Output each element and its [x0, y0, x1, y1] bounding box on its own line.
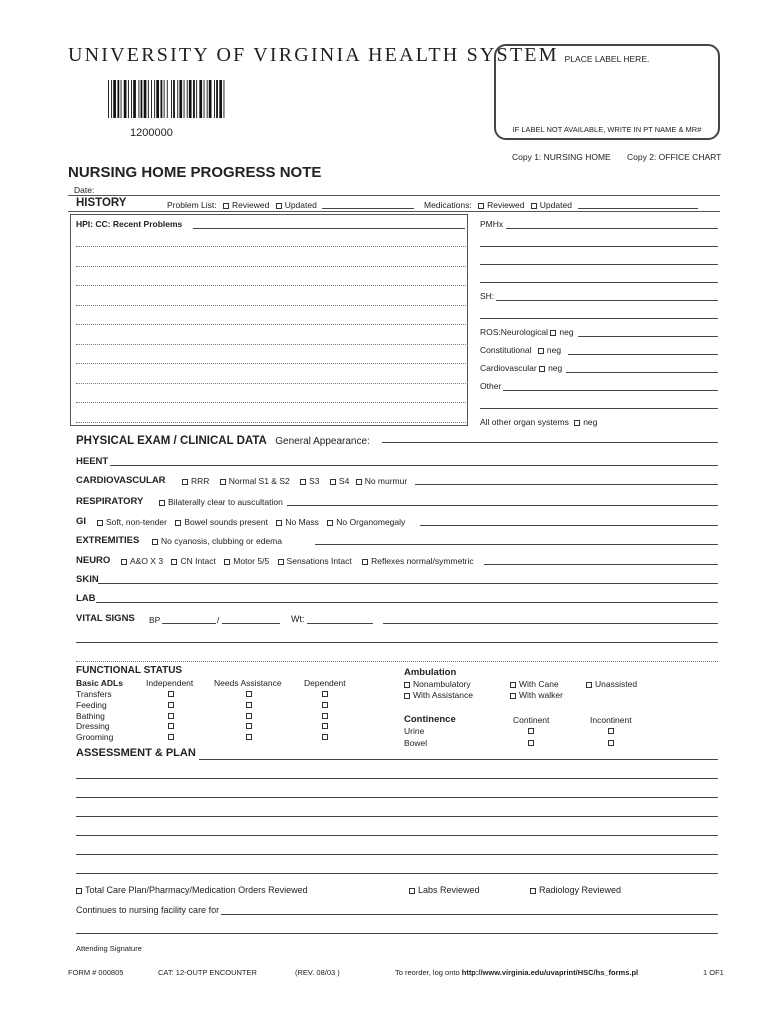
unassisted-checkbox[interactable]: [586, 682, 592, 688]
ao-checkbox[interactable]: [121, 559, 127, 565]
constitutional-row: [480, 345, 561, 355]
total-care-checkbox[interactable]: [76, 888, 82, 894]
adl-checkbox[interactable]: [168, 734, 174, 740]
general-appearance-label: General Appearance:: [275, 436, 370, 447]
s4-label: S4: [338, 476, 350, 486]
incontinent-col: Incontinent: [590, 715, 632, 725]
hpi-line[interactable]: [76, 266, 466, 267]
constitutional-label: Constitutional: [480, 345, 532, 355]
wt-label: Wt:: [291, 614, 305, 624]
assessment-line[interactable]: [76, 797, 718, 798]
col-independent: Independent: [146, 678, 194, 688]
bowel-continent-checkbox[interactable]: [528, 740, 534, 746]
skin-label: SKIN: [76, 574, 99, 585]
constitutional-line[interactable]: [568, 354, 718, 355]
adl-checkbox[interactable]: [246, 734, 252, 740]
assessment-plan-title: ASSESSMENT & PLAN: [76, 747, 196, 759]
constitutional-neg-label: neg: [546, 345, 562, 355]
hpi-line[interactable]: [76, 383, 466, 384]
ros-neuro-line[interactable]: [578, 336, 718, 337]
reflexes-label: Reflexes normal/symmetric: [371, 556, 474, 566]
bowel-sounds-label: Bowel sounds present: [184, 517, 268, 527]
constitutional-neg-checkbox[interactable]: [538, 348, 544, 354]
continent-col: Continent: [513, 715, 550, 725]
problem-list-line[interactable]: [322, 208, 414, 209]
no-mass-label: No Mass: [285, 517, 319, 527]
meds-updated-label: Updated: [539, 200, 572, 210]
reorder-text: [395, 968, 638, 977]
sensations-label: Sensations Intact: [286, 556, 352, 566]
hpi-line-0[interactable]: [193, 228, 465, 229]
sh-label: SH:: [480, 291, 495, 301]
other-line[interactable]: [503, 390, 718, 391]
no-cyanosis-checkbox[interactable]: [152, 539, 158, 545]
pmhx-line-2[interactable]: [480, 264, 718, 265]
barcode: [108, 80, 226, 118]
urine-continent-checkbox[interactable]: [528, 728, 534, 734]
adl-row-label: Bathing: [76, 710, 105, 721]
adl-checkbox[interactable]: [246, 702, 252, 708]
history-header-row: [68, 195, 720, 212]
radiology-reviewed-option: [530, 885, 621, 895]
sh-line-1[interactable]: [480, 318, 718, 319]
assessment-line-0[interactable]: [199, 759, 718, 760]
cardiovascular-neg-checkbox[interactable]: [539, 366, 545, 372]
all-other-row: [480, 417, 597, 427]
vitals-dotted-line: [76, 661, 718, 662]
sensations-checkbox[interactable]: [278, 559, 284, 565]
assessment-line[interactable]: [76, 854, 718, 855]
history-title: HISTORY: [76, 197, 127, 209]
rrr-label: RRR: [191, 476, 210, 486]
wt-line[interactable]: [307, 623, 373, 624]
copy2-label: Copy 2: OFFICE CHART: [627, 152, 722, 162]
lab-line[interactable]: [96, 602, 718, 603]
problem-list-row: [167, 200, 317, 210]
ao-label: A&O X 3: [130, 556, 164, 566]
radiology-reviewed-checkbox[interactable]: [530, 888, 536, 894]
cardio-options: [182, 476, 407, 486]
adl-checkbox[interactable]: [322, 734, 328, 740]
reorder-link[interactable]: http://www.virginia.edu/uvaprint/HSC/hs_forms.pl: [461, 968, 639, 977]
labs-reviewed-option: [409, 885, 480, 895]
medications-line[interactable]: [578, 208, 698, 209]
col-needs-assistance: Needs Assistance: [214, 678, 282, 688]
assessment-line[interactable]: [76, 835, 718, 836]
with-assistance-checkbox[interactable]: [404, 693, 410, 699]
hpi-line[interactable]: [76, 285, 466, 286]
attending-signature-label: Attending Signature: [76, 944, 142, 953]
cardiovascular-ros-label: Cardiovascular: [480, 363, 537, 373]
with-assistance-option: [404, 690, 473, 700]
no-cyanosis-label: No cyanosis, clubbing or edema: [161, 536, 282, 546]
normal-s1s2-checkbox[interactable]: [220, 479, 226, 485]
labs-reviewed-label: Labs Reviewed: [418, 885, 480, 895]
meds-reviewed-label: Reviewed: [487, 200, 525, 210]
adl-row-label: Grooming: [76, 732, 114, 743]
urine-incontinent-checkbox[interactable]: [608, 728, 614, 734]
gi-options: [97, 517, 405, 527]
adl-checkbox[interactable]: [168, 702, 174, 708]
total-care-option: [76, 885, 308, 895]
adl-checkbox[interactable]: [246, 723, 252, 729]
motor-label: Motor 5/5: [233, 556, 270, 566]
with-cane-checkbox[interactable]: [510, 682, 516, 688]
no-organomegaly-checkbox[interactable]: [327, 520, 333, 526]
other-line-2[interactable]: [480, 408, 718, 409]
page-number: 1 OF1: [703, 968, 724, 977]
labs-reviewed-checkbox[interactable]: [409, 888, 415, 894]
extremities-line[interactable]: [315, 544, 718, 545]
problem-updated-checkbox[interactable]: [276, 203, 282, 209]
extremities-options: [152, 536, 282, 546]
all-other-neg-checkbox[interactable]: [574, 420, 580, 426]
soft-nontender-checkbox[interactable]: [97, 520, 103, 526]
revision: (REV. 08/03 ): [295, 968, 340, 977]
functional-status-title: FUNCTIONAL STATUS: [76, 665, 183, 676]
cardio-label: CARDIOVASCULAR: [76, 475, 166, 486]
unassisted-option: [586, 679, 637, 689]
adl-checkbox[interactable]: [322, 702, 328, 708]
total-care-label: Total Care Plan/Pharmacy/Medication Orders Reviewed: [85, 885, 308, 895]
medications-label: Medications:: [424, 200, 472, 210]
vital-signs-label: VITAL SIGNS: [76, 613, 135, 624]
col-dependent: Dependent: [304, 678, 346, 688]
all-other-neg-label: neg: [583, 417, 598, 427]
continues-label: Continues to nursing facility care for: [76, 905, 220, 915]
cardiovascular-neg-label: neg: [548, 363, 563, 373]
with-walker-label: With walker: [519, 690, 563, 700]
bp-systolic-line[interactable]: [162, 623, 216, 624]
adl-checkbox[interactable]: [322, 723, 328, 729]
with-cane-label: With Cane: [519, 679, 559, 689]
s3-label: S3: [309, 476, 320, 486]
s4-checkbox[interactable]: [330, 479, 336, 485]
hpi-line[interactable]: [76, 344, 466, 345]
vitals-line-2[interactable]: [76, 642, 718, 643]
neuro-neg-checkbox[interactable]: [550, 330, 556, 336]
form-number: FORM # 000805: [68, 968, 124, 977]
ros-neuro-row: [480, 327, 574, 337]
with-walker-option: [510, 690, 563, 700]
neuro-label: NEURO: [76, 555, 111, 566]
gi-label: GI: [76, 516, 87, 527]
no-murmur-label: No murmur: [364, 476, 408, 486]
category: CAT: 12-OUTP ENCOUNTER: [158, 968, 257, 977]
urine-label: Urine: [404, 726, 425, 736]
with-assistance-label: With Assistance: [413, 690, 473, 700]
institution-name: UNIVERSITY OF VIRGINIA HEALTH SYSTEM: [68, 44, 559, 66]
neuro-options: [121, 556, 474, 566]
adl-checkbox[interactable]: [322, 713, 328, 719]
other-label: Other: [480, 381, 502, 391]
pmhx-line-0[interactable]: [506, 228, 718, 229]
no-murmur-checkbox[interactable]: [356, 479, 362, 485]
bowel-label: Bowel: [404, 738, 428, 748]
label-note: IF LABEL NOT AVAILABLE, WRITE IN PT NAME & MR#: [512, 125, 702, 134]
barcode-number: 1200000: [130, 127, 173, 139]
general-appearance-line[interactable]: [382, 442, 718, 443]
bilat-clear-checkbox[interactable]: [159, 500, 165, 506]
assessment-line[interactable]: [76, 816, 718, 817]
physical-exam-title: PHYSICAL EXAM / CLINICAL DATA: [76, 435, 267, 447]
normal-s1s2-label: Normal S1 & S2: [228, 476, 290, 486]
adl-checkbox[interactable]: [168, 691, 174, 697]
bp-diastolic-line[interactable]: [222, 623, 280, 624]
hpi-line[interactable]: [76, 324, 466, 325]
hpi-line[interactable]: [76, 402, 466, 403]
no-mass-checkbox[interactable]: [276, 520, 282, 526]
with-walker-checkbox[interactable]: [510, 693, 516, 699]
copy1-label: Copy 1: NURSING HOME: [512, 152, 611, 162]
nonambulatory-option: [404, 679, 471, 689]
patient-label-box[interactable]: [494, 44, 720, 140]
respiratory-options: [159, 497, 283, 507]
respiratory-label: RESPIRATORY: [76, 496, 144, 507]
adl-checkbox[interactable]: [168, 723, 174, 729]
heent-label: HEENT: [76, 456, 109, 467]
problem-list-label: Problem List:: [167, 200, 217, 210]
adl-checkbox[interactable]: [246, 691, 252, 697]
adl-row-label: Transfers: [76, 689, 112, 699]
place-label-text: PLACE LABEL HERE.: [564, 54, 650, 64]
s3-checkbox[interactable]: [300, 479, 306, 485]
radiology-reviewed-label: Radiology Reviewed: [539, 885, 622, 895]
adl-checkbox[interactable]: [168, 713, 174, 719]
cardiovascular-ros-line[interactable]: [566, 372, 718, 373]
hpi-line[interactable]: [76, 363, 466, 364]
no-organomegaly-label: No Organomegaly: [336, 517, 406, 527]
meds-reviewed-checkbox[interactable]: [478, 203, 484, 209]
medications-row: [424, 200, 572, 210]
neuro-line[interactable]: [484, 564, 718, 565]
problem-reviewed-checkbox[interactable]: [223, 203, 229, 209]
with-cane-option: [510, 679, 559, 689]
basic-adls-label: Basic ADLs: [76, 678, 123, 688]
respiratory-line[interactable]: [287, 505, 718, 506]
physical-exam-header: [76, 431, 370, 449]
vitals-extra-line[interactable]: [383, 623, 718, 624]
bp-slash: /: [217, 615, 220, 625]
adl-row-label: Feeding: [76, 699, 107, 710]
bowel-incontinent-checkbox[interactable]: [608, 740, 614, 746]
sh-line-0[interactable]: [496, 300, 718, 301]
ambulation-title: Ambulation: [404, 667, 457, 678]
bp-label: BP: [149, 615, 161, 625]
date-label: Date:: [74, 185, 95, 195]
bilat-clear-label: Bilaterally clear to auscultation: [168, 497, 283, 507]
adl-checkbox[interactable]: [322, 691, 328, 697]
nonambulatory-label: Nonambulatory: [413, 679, 471, 689]
cardio-line[interactable]: [415, 484, 718, 485]
cn-intact-label: CN Intact: [180, 556, 216, 566]
problem-updated-label: Updated: [284, 200, 317, 210]
rrr-checkbox[interactable]: [182, 479, 188, 485]
hpi-line[interactable]: [76, 305, 466, 306]
cn-intact-checkbox[interactable]: [171, 559, 177, 565]
signature-line[interactable]: [76, 933, 718, 934]
reflexes-checkbox[interactable]: [362, 559, 368, 565]
soft-nontender-label: Soft, non-tender: [106, 517, 167, 527]
motor-checkbox[interactable]: [224, 559, 230, 565]
reorder-prefix: To reorder, log onto: [395, 968, 460, 977]
pmhx-label: PMHx: [480, 219, 504, 229]
adl-checkbox[interactable]: [246, 713, 252, 719]
hpi-line[interactable]: [76, 246, 466, 247]
adl-row-label: Dressing: [76, 721, 110, 732]
extremities-label: EXTREMITIES: [76, 535, 140, 546]
pmhx-line-1[interactable]: [480, 246, 718, 247]
assessment-line[interactable]: [76, 873, 718, 874]
gi-line[interactable]: [420, 525, 718, 526]
all-other-label: All other organ systems: [480, 417, 569, 427]
continues-line[interactable]: [221, 914, 718, 915]
hpi-label: HPI: CC: Recent Problems: [76, 219, 183, 229]
cardiovascular-ros-row: [480, 363, 562, 373]
form-title: NURSING HOME PROGRESS NOTE: [68, 164, 322, 181]
heent-line[interactable]: [110, 465, 718, 466]
bowel-sounds-checkbox[interactable]: [175, 520, 181, 526]
hpi-line[interactable]: [76, 422, 466, 423]
neuro-neg-label: neg: [559, 327, 574, 337]
problem-reviewed-label: Reviewed: [231, 200, 270, 210]
ros-neuro-label: ROS:Neurological: [480, 327, 549, 337]
unassisted-label: Unassisted: [595, 679, 638, 689]
pmhx-line-3[interactable]: [480, 282, 718, 283]
assessment-line[interactable]: [76, 778, 718, 779]
nonambulatory-checkbox[interactable]: [404, 682, 410, 688]
skin-line[interactable]: [98, 583, 718, 584]
lab-label: LAB: [76, 593, 96, 604]
continence-title: Continence: [404, 714, 456, 725]
meds-updated-checkbox[interactable]: [531, 203, 537, 209]
